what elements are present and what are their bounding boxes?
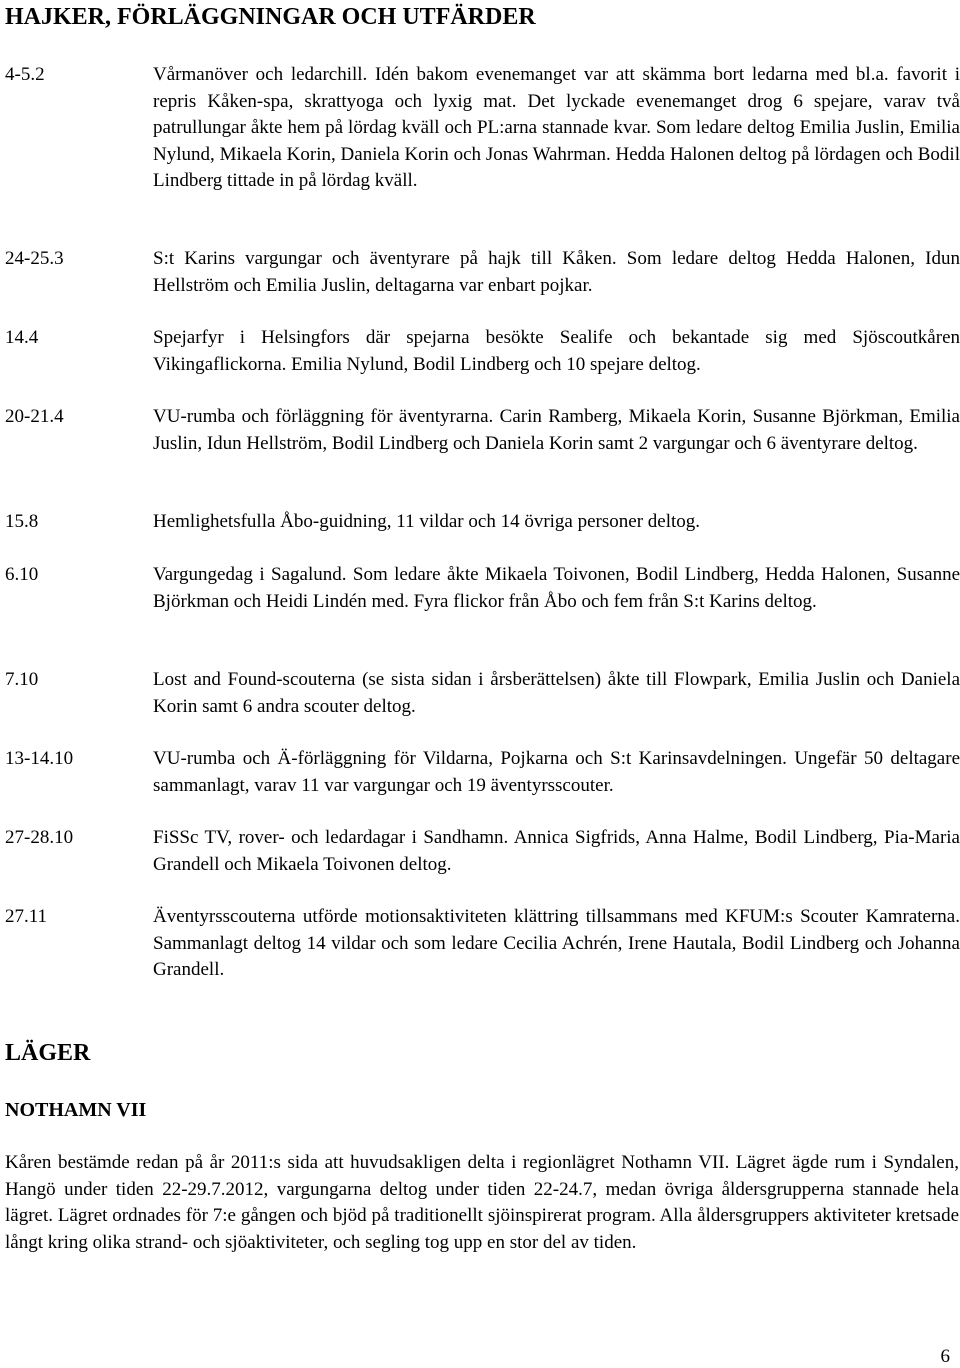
body-paragraph: Kåren bestämde redan på år 2011:s sida att huvudsakligen delta i regionlägret Nothamn VII. Lägret ägde rum i Syndalen, Hangö under tiden 22-29.7.2012, vargungarna deltog under tiden 22-24.7, medan övriga åldersgrupperna stannade hela lägret. Lägret ordnades för 7:e gången och bjöd på traditionellt sjöinspirerat program. Alla åldersgruppers aktiviteter kretsade långt kring olika strand- och sjöaktiviteter, och segling tog upp en stor del av tiden. bbox=[5, 1152, 959, 1253]
event-description: Lost and Found-scouterna (se sista sidan i årsberättelsen) åkte till Flowpark, Emilia Juslin och Daniela Korin samt 6 andra scouter deltog. bbox=[153, 669, 960, 717]
event-date: 27-28.10 bbox=[5, 827, 74, 848]
event-date: 27.11 bbox=[5, 906, 48, 927]
event-entry bbox=[5, 509, 960, 536]
event-description: VU-rumba och förläggning för äventyrarna. Carin Ramberg, Mikaela Korin, Susanne Björkman, Emilia Juslin, Idun Hellström, Bodil Lindberg och Daniela Korin samt 2 vargungar och 6 äventyrare deltog. bbox=[153, 406, 960, 454]
event-entry bbox=[5, 667, 960, 720]
event-description: VU-rumba och Ä-förläggning för Vildarna, Pojkarna och S:t Karinsavdelningen. Ungefär 50 deltagare sammanlagt, varav 11 var vargungar och 19 äventyrsscouter. bbox=[153, 748, 960, 796]
event-entry bbox=[5, 825, 960, 878]
event-date: 4-5.2 bbox=[5, 64, 45, 85]
event-entry bbox=[5, 404, 960, 457]
event-entry bbox=[5, 62, 960, 195]
section-subheading: NOTHAMN VII bbox=[5, 1099, 147, 1121]
event-entry bbox=[5, 746, 960, 799]
event-description: Vårmanöver och ledarchill. Idén bakom evenemanget var att skämma bort ledarna med bl.a. favorit i repris Kåken-spa, skrattyoga och lyxig mat. Det lyckade evenemanget drog 6 spejare, varav två patrullungar åkte hem på lördag kväll och PL:arna stannade kvar. Som ledare deltog Emilia Juslin, Emilia Nylund, Mikaela Korin, Daniela Korin och Jonas Wahrman. Hedda Halonen deltog på lördagen och Bodil Lindberg tittade in på lördag kväll. bbox=[153, 64, 960, 191]
event-date: 13-14.10 bbox=[5, 748, 74, 769]
event-date: 7.10 bbox=[5, 669, 39, 690]
section-heading: LÄGER bbox=[5, 1040, 91, 1066]
event-date: 14.4 bbox=[5, 327, 39, 348]
event-entry bbox=[5, 325, 960, 378]
event-description: S:t Karins vargungar och äventyrare på hajk till Kåken. Som ledare deltog Hedda Halonen, Idun Hellström och Emilia Juslin, deltagarna var enbart pojkar. bbox=[153, 248, 960, 296]
event-entry bbox=[5, 904, 960, 984]
event-date: 15.8 bbox=[5, 511, 39, 532]
event-entry bbox=[5, 246, 960, 299]
event-date: 6.10 bbox=[5, 564, 39, 585]
event-entry bbox=[5, 562, 960, 615]
event-description: Hemlighetsfulla Åbo-guidning, 11 vildar och 14 övriga personer deltog. bbox=[153, 511, 701, 532]
event-description: Äventyrsscouterna utförde motionsaktiviteten klättring tillsammans med KFUM:s Scouter Kamraterna. Sammanlagt deltog 14 vildar och som ledare Cecilia Achrén, Irene Hautala, Bodil Lindberg och Johanna Grandell. bbox=[153, 906, 960, 980]
event-description: Vargungedag i Sagalund. Som ledare åkte Mikaela Toivonen, Bodil Lindberg, Hedda Halonen, Susanne Björkman och Heidi Lindén med. Fyra flickor från Åbo och fem från S:t Karins deltog. bbox=[153, 564, 960, 612]
event-date: 20-21.4 bbox=[5, 406, 64, 427]
event-date: 24-25.3 bbox=[5, 248, 64, 269]
event-description: Spejarfyr i Helsingfors där spejarna besökte Sealife och bekantade sig med Sjöscoutkåren Vikingaflickorna. Emilia Nylund, Bodil Lindberg och 10 spejare deltog. bbox=[153, 327, 960, 375]
page-title: HAJKER, FÖRLÄGGNINGAR OCH UTFÄRDER bbox=[5, 4, 536, 30]
event-description: FiSSc TV, rover- och ledardagar i Sandhamn. Annica Sigfrids, Anna Halme, Bodil Lindberg, Pia-Maria Grandell och Mikaela Toivonen deltog. bbox=[153, 827, 960, 875]
page-number: 6 bbox=[940, 1346, 950, 1367]
